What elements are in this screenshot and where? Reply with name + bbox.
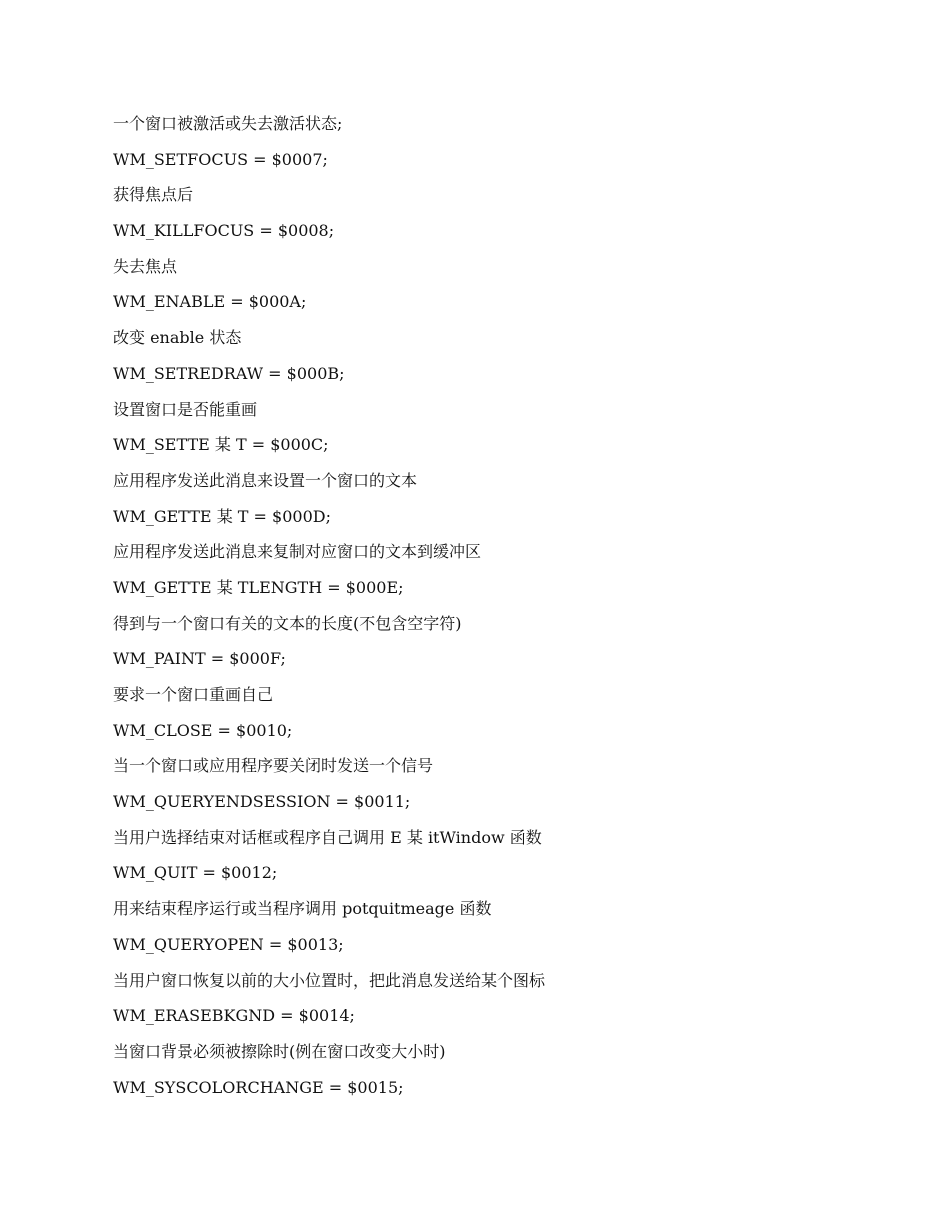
code-line: WM_GETTE 某 TLENGTH = $000E; — [113, 577, 404, 597]
text-line: 要求一个窗口重画自己 — [113, 685, 274, 704]
text-line: 当用户选择结束对话框或程序自己调用 E 某 itWindow 函数 — [113, 827, 542, 847]
text-line: 设置窗口是否能重画 — [113, 399, 258, 419]
text-line: 当一个窗口或应用程序要关闭时发送一个信号 — [113, 756, 434, 776]
document-body — [113, 106, 893, 1105]
code-line: WM_CLOSE = $0010; — [113, 720, 293, 740]
code-line: WM_ERASEBKGND = $0014; — [113, 1006, 355, 1026]
code-line: WM_SETREDRAW = $000B; — [113, 363, 345, 383]
text-line: 一个窗口被激活或失去激活状态; — [113, 114, 343, 133]
text-line: 应用程序发送此消息来复制对应窗口的文本到缓冲区 — [113, 542, 482, 562]
text-line: 获得焦点后 — [113, 185, 194, 205]
code-line: WM_SETTE 某 T = $000C; — [113, 435, 329, 455]
code-line: WM_KILLFOCUS = $0008; — [113, 221, 335, 241]
text-line: 失去焦点 — [113, 256, 178, 276]
text-line: 改变 enable 状态 — [113, 328, 242, 348]
code-line: WM_QUERYOPEN = $0013; — [113, 934, 344, 954]
text-line: 当窗口背景必须被擦除时(例在窗口改变大小时) — [113, 1041, 446, 1061]
text-line: 得到与一个窗口有关的文本的长度(不包含空字符) — [113, 613, 462, 633]
text-line: 用来结束程序运行或当程序调用 potquitmeage 函数 — [113, 899, 492, 919]
code-line: WM_ENABLE = $000A; — [113, 292, 307, 312]
code-line: WM_GETTE 某 T = $000D; — [113, 506, 331, 526]
code-line: WM_PAINT = $000F; — [113, 649, 286, 669]
code-line: WM_QUIT = $0012; — [113, 863, 278, 883]
code-line: WM_SYSCOLORCHANGE = $0015; — [113, 1077, 404, 1097]
text-line: 当用户窗口恢复以前的大小位置时，把此消息发送给某个图标 — [113, 970, 546, 990]
code-line: WM_SETFOCUS = $0007; — [113, 149, 328, 169]
text-line: 应用程序发送此消息来设置一个窗口的文本 — [113, 470, 418, 490]
code-line: WM_QUERYENDSESSION = $0011; — [113, 792, 411, 812]
